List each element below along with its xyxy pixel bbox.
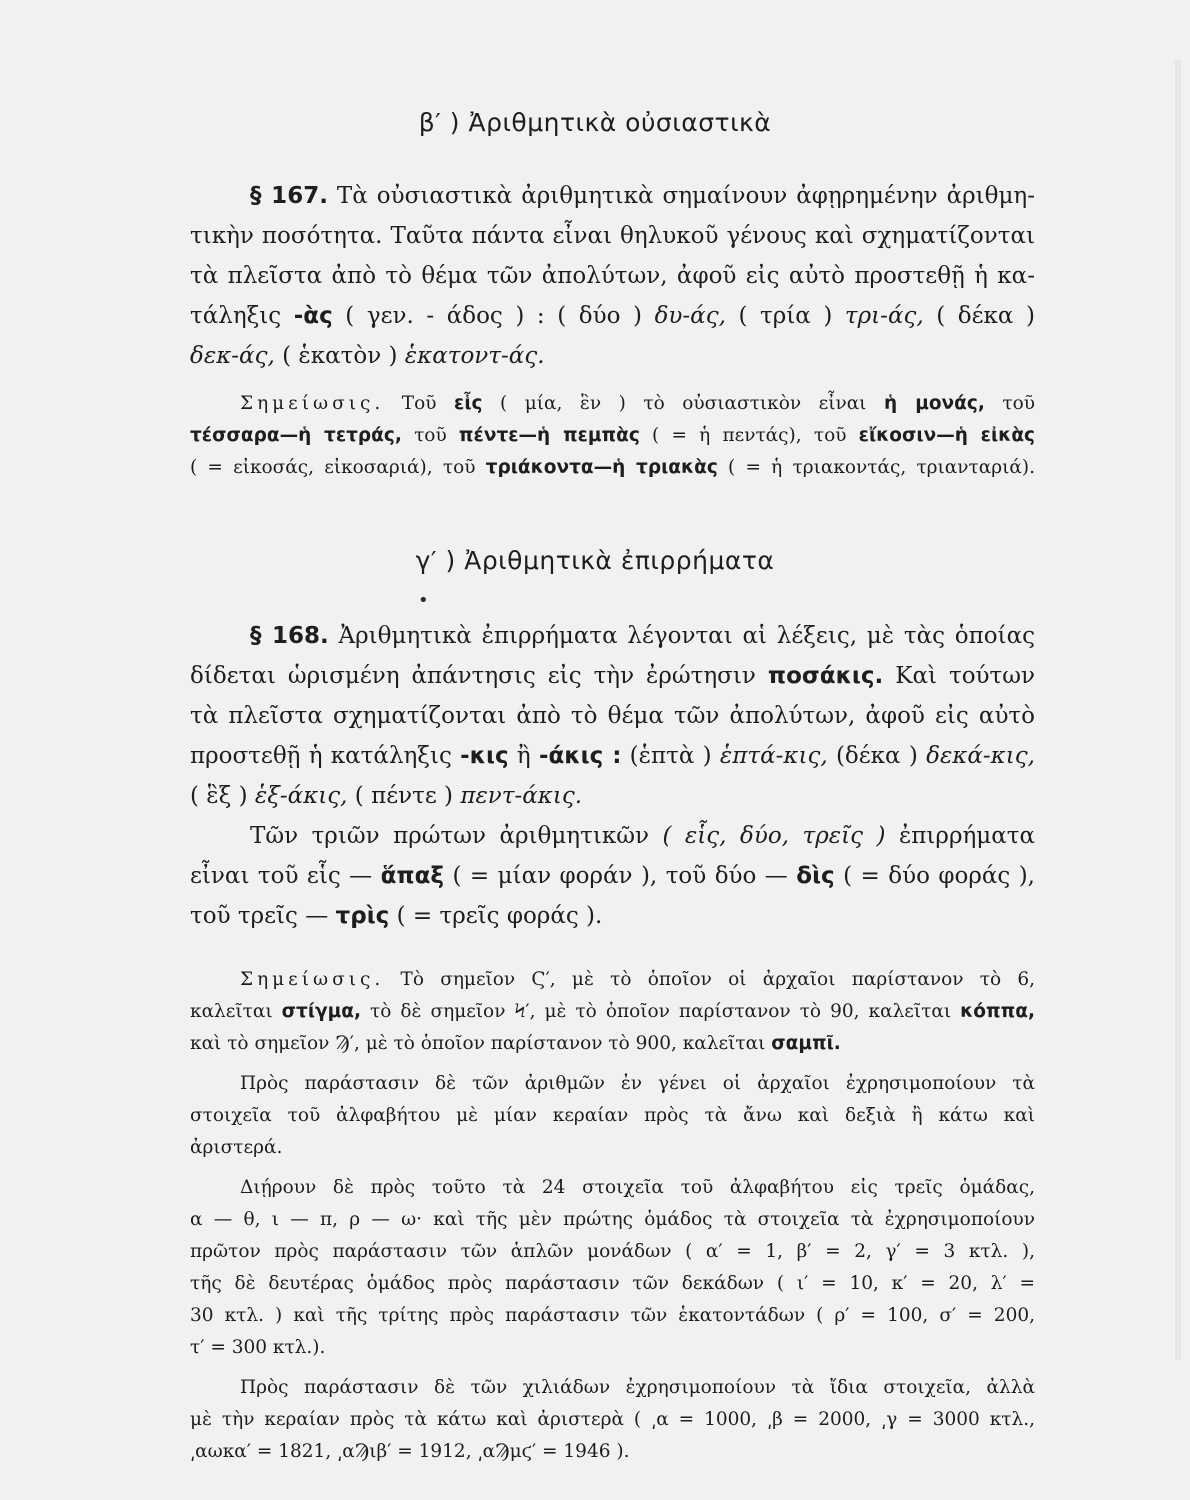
note-2-para-3-line-6: τ′ = 300 κτλ.). [190,1337,326,1358]
note-2-para-4-line-2: μὲ τὴν κεραίαν πρὸς τὰ κάτω καὶ ἀριστερὰ ( ͵α = 1000, ͵β = 2000, ͵γ = 3000 κτλ., [190,1409,1035,1430]
note-2-para-2-line-2: στοιχεῖα τοῦ ἀλφαβήτου μὲ μίαν κεραίαν πρὸς τὰ ἄνω καὶ δεξιὰ ἢ κάτω καὶ [190,1105,1035,1126]
note-2-para-3-line-4: τῆς δὲ δευτέρας ὁμάδος πρὸς παράστασιν τῶν δεκάδων ( ι′ = 10, κ′ = 20, λ′ = [190,1273,1035,1294]
note-2-line-1: Σημείωσις. Τὸ σημεῖον Ϛ′, μὲ τὸ ὁποῖον οἱ ἀρχαῖοι παρίστανον τὸ 6, [240,969,1035,990]
note-2-para-2-line-3: ἀριστερά. [190,1137,283,1158]
note-2-para-3-line-1: Διῄρουν δὲ πρὸς τοῦτο τὰ 24 στοιχεῖα τοῦ ἀλφαβήτου εἰς τρεῖς ὁμάδας, [240,1177,1035,1198]
note-label: Σημείωσις. [240,969,385,990]
note-label: Σημείωσις. [240,393,385,414]
heading-noun-numerals: β′ ) Ἀριθμητικὰ οὐσιαστικὰ [418,108,772,137]
para-168-line-5: ( ἓξ ) ἑξ-άκις, ( πέντε ) πεντ-άκις. [190,783,583,809]
note-2-para-4-line-3: ͵αωκα′ = 1821, ͵αϠιβ′ = 1912, ͵αϠμϛ′ = 1946 ). [190,1441,630,1462]
note-2-para-3-line-2: α — θ, ι — π, ρ — ω· καὶ τῆς μὲν πρώτης ὁμάδος τὰ στοιχεῖα τὰ ἐχρησιμοποίουν [190,1209,1035,1230]
para-167-line-5: δεκ-άς, ( ἑκατὸν ) ἑκατοντ-άς. [190,343,545,369]
para-167-line-2: τικὴν ποσότητα. Ταῦτα πάντα εἶναι θηλυκοῦ γένους καὶ σχηματίζονται [190,223,1035,249]
section-number-168: § 168. [250,623,329,649]
note-1-line-1: Σημείωσις. Τοῦ εἷς ( μία, ἓν ) τὸ οὐσιαστικὸν εἶναι ἡ μονάς, τοῦ [240,393,1035,414]
para-168-line-4: προστεθῇ ἡ κατάληξις -κις ἢ -άκις : (ἑπτὰ ) ἑπτά-κις, (δέκα ) δεκά-κις, [190,743,1035,769]
para-168-line-3: τὰ πλεῖστα σχηματίζονται ἀπὸ τὸ θέμα τῶν ἀπολύτων, ἀφοῦ εἰς αὐτὸ [190,703,1035,729]
para-167-line-4: τάληξις -ὰς ( γεν. - άδος ) : ( δύο ) δυ-άς, ( τρία ) τρι-άς, ( δέκα ) [190,303,1035,329]
note-1-line-3: ( = εἰκοσάς, εἰκοσαριά), τοῦ τριάκοντα—ἡ τριακὰς ( = ἡ τριακοντάς, τριανταριά). [190,457,1035,478]
note-2-line-2: καλεῖται στίγμα, τὸ δὲ σημεῖον Ϟ′, μὲ τὸ ὁποῖον παρίστανον τὸ 90, καλεῖται κόππα, [190,1001,1035,1022]
page-edge-shadow [1175,60,1181,1360]
section-number-167: § 167. [250,183,328,209]
note-1-line-2: τέσσαρα—ἡ τετράς, τοῦ πέντε—ἡ πεμπὰς ( = ἡ πεντάς), τοῦ εἴκοσιν—ἡ εἰκὰς [190,425,1035,446]
para-168-line-7: εἶναι τοῦ εἷς — ἅπαξ ( = μίαν φοράν ), τοῦ δύο — δὶς ( = δύο φοράς ), [190,863,1035,889]
para-167-line-3: τὰ πλεῖστα ἀπὸ τὸ θέμα τῶν ἀπολύτων, ἀφοῦ εἰς αὐτὸ προστεθῇ ἡ κα- [190,263,1035,289]
note-2-line-3: καὶ τὸ σημεῖον Ϡ′, μὲ τὸ ὁποῖον παρίστανον τὸ 900, καλεῖται σαμπῖ. [190,1033,841,1054]
printer-mark: • [418,590,429,611]
note-2-para-3-line-5: 30 κτλ. ) καὶ τῆς τρίτης πρὸς παράστασιν τῶν ἑκατοντάδων ( ρ′ = 100, σ′ = 200, [190,1305,1035,1326]
note-2-para-2-line-1: Πρὸς παράστασιν δὲ τῶν ἀριθμῶν ἐν γένει οἱ ἀρχαῖοι ἐχρησιμοποίουν τὰ [240,1073,1035,1094]
note-2-para-4-line-1: Πρὸς παράστασιν δὲ τῶν χιλιάδων ἐχρησιμοποίουν τὰ ἴδια στοιχεῖα, ἀλλὰ [240,1377,1035,1398]
para-168-line-1: § 168. Ἀριθμητικὰ ἐπιρρήματα λέγονται αἱ λέξεις, μὲ τὰς ὁποίας [250,623,1035,649]
para-168-line-2: δίδεται ὡρισμένη ἀπάντησις εἰς τὴν ἐρώτησιν ποσάκις. Καὶ τούτων [190,663,1035,689]
note-2-para-3-line-3: πρῶτον πρὸς παράστασιν τῶν ἁπλῶν μονάδων ( α′ = 1, β′ = 2, γ′ = 3 κτλ. ), [190,1241,1035,1262]
para-168-line-6: Τῶν τριῶν πρώτων ἀριθμητικῶν ( εἷς, δύο, τρεῖς ) ἐπιρρήματα [250,823,1035,849]
para-167-line-1: § 167. Τὰ οὐσιαστικὰ ἀριθμητικὰ σημαίνουν ἀφῃρημένην ἀριθμη- [250,183,1035,209]
para-168-line-8: τοῦ τρεῖς — τρὶς ( = τρεῖς φοράς ). [190,903,603,929]
heading-adverb-numerals: γ′ ) Ἀριθμητικὰ ἐπιρρήματα [415,546,775,575]
